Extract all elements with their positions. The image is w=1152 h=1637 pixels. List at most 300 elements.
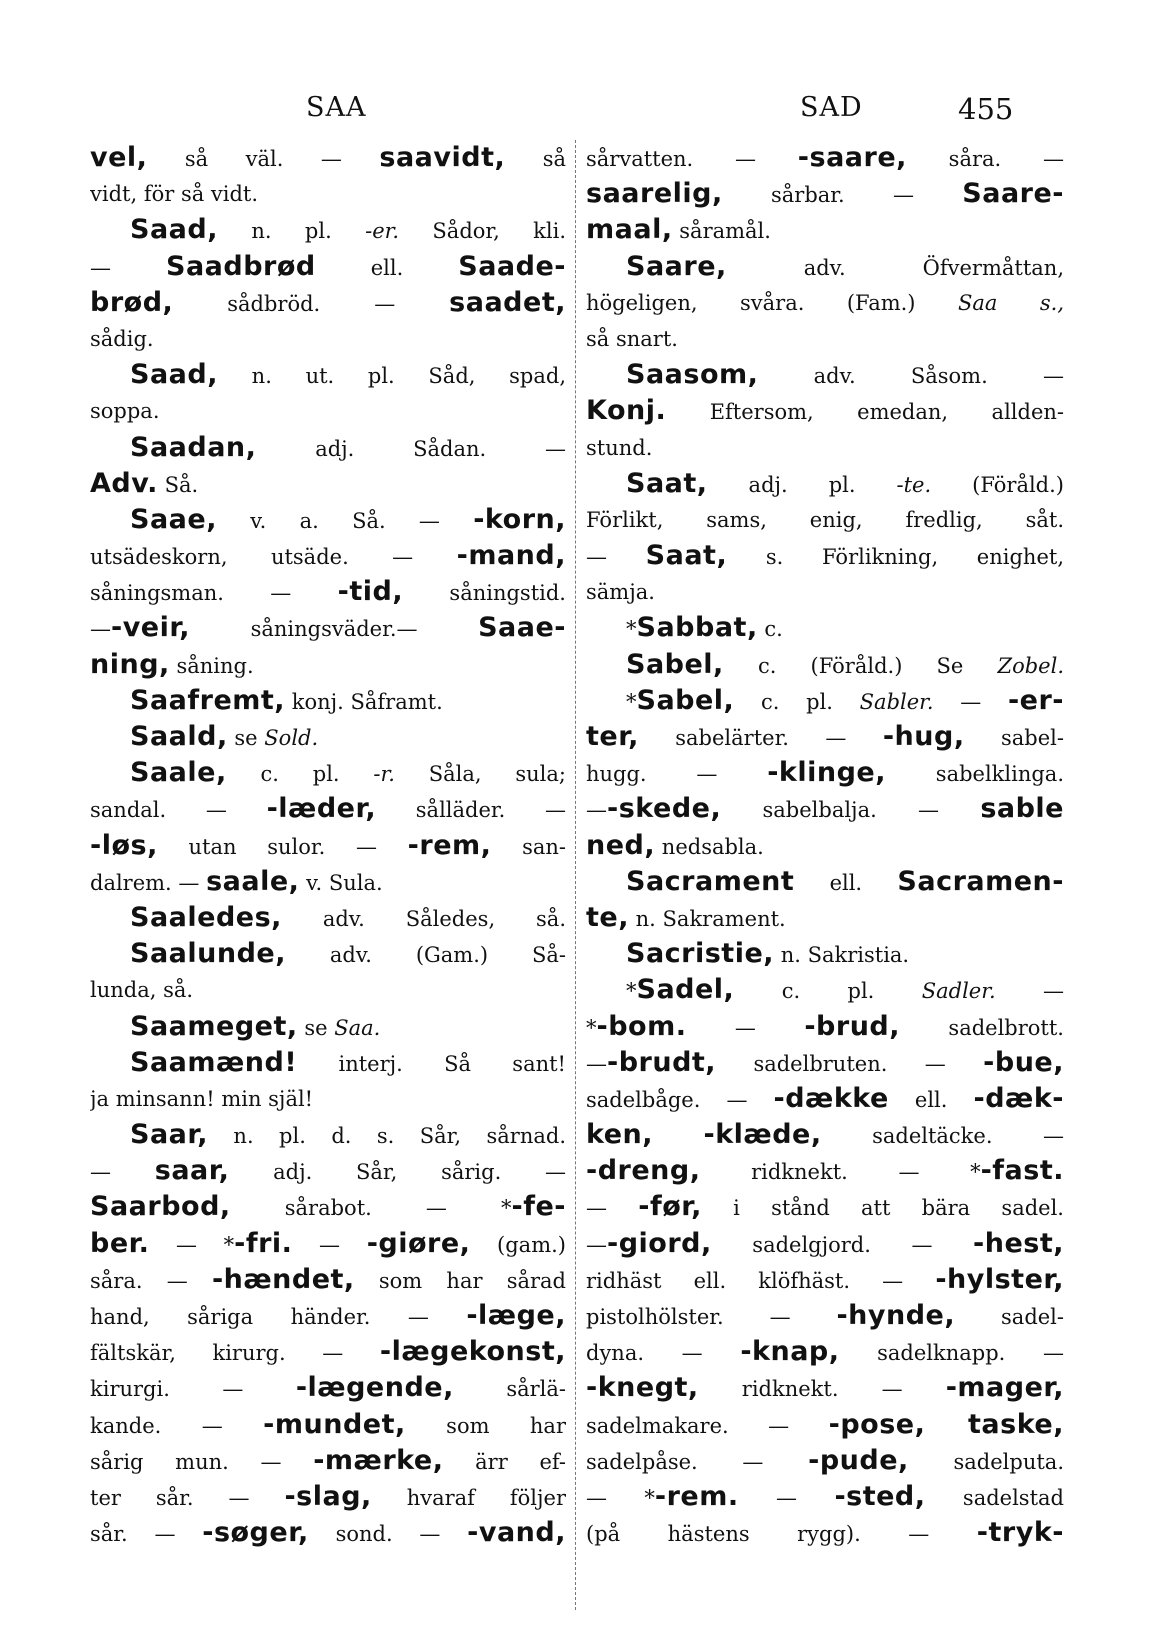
gloss-text: — *	[586, 1485, 655, 1510]
headword: saavidt,	[379, 142, 506, 173]
gloss-text: (på hästens rygg). —	[586, 1522, 977, 1547]
headword: -knap,	[740, 1336, 840, 1368]
headword: Saare,	[626, 250, 727, 282]
gloss-text: ärr ef-	[443, 1449, 566, 1474]
gloss-text: ell.	[794, 870, 898, 895]
headword: -fri.	[234, 1227, 293, 1259]
text-line	[586, 574, 1064, 610]
headword: -pose, taske,	[828, 1408, 1064, 1440]
text-line	[90, 1117, 566, 1153]
text-line	[90, 1407, 566, 1443]
gloss-text: sårvatten. —	[586, 147, 798, 171]
headword: Saad,	[130, 214, 218, 246]
text-line	[586, 1262, 1064, 1298]
headword: Saar,	[130, 1119, 208, 1151]
gloss-text: —	[586, 1051, 607, 1076]
text-line	[90, 285, 566, 321]
italic-text: Sold.	[264, 726, 319, 750]
gloss-text: såra. —	[90, 1268, 212, 1293]
headword: Sacristie,	[626, 938, 775, 970]
page-number: 455	[958, 92, 1014, 126]
gloss-text: sämja.	[586, 580, 655, 605]
gloss-text: c.	[757, 617, 783, 642]
italic-text: Sabler.	[859, 689, 934, 714]
gloss-text: —	[586, 1232, 607, 1257]
gloss-text: —	[995, 979, 1064, 1004]
headword: Saadbrød	[166, 250, 316, 282]
italic-text: Sadler.	[921, 979, 996, 1004]
headword: -hug,	[882, 721, 965, 752]
text-line	[90, 972, 566, 1008]
headword: -klæde,	[703, 1119, 822, 1151]
headword: -rem.	[654, 1480, 739, 1512]
gloss-text: *	[626, 979, 637, 1004]
headword: -læge,	[466, 1300, 566, 1331]
headword: Sabel,	[636, 684, 735, 716]
text-line	[586, 683, 1064, 719]
text-line	[586, 936, 1064, 972]
headword: -giord,	[607, 1227, 712, 1259]
gloss-text: se	[227, 726, 265, 750]
gloss-text: adv. Således, så.	[281, 906, 566, 931]
gloss-text: sadelknapp. —	[839, 1341, 1064, 1366]
gloss-text: sadel-	[955, 1305, 1064, 1329]
headword: -korn,	[473, 503, 566, 535]
text-line	[90, 1515, 566, 1551]
headword: -hylster,	[935, 1263, 1064, 1295]
text-line	[90, 610, 566, 646]
headword: sable	[980, 793, 1064, 825]
text-line	[90, 1334, 566, 1370]
headword: ning,	[90, 648, 170, 680]
left-column	[90, 140, 566, 1551]
gloss-text: adv. (Gam.) Så-	[285, 943, 566, 968]
text-line	[586, 1515, 1064, 1551]
headword: -tryk-	[976, 1517, 1064, 1549]
headword: maal,	[586, 214, 673, 246]
gloss-text: ter sår. —	[90, 1485, 285, 1510]
text-line	[586, 719, 1064, 755]
headword: -fe-	[511, 1191, 566, 1223]
text-line	[90, 1153, 566, 1189]
headword: ken,	[586, 1119, 654, 1151]
text-line	[90, 1443, 566, 1479]
headword: -dække	[773, 1082, 889, 1114]
gloss-text: c. pl.	[734, 979, 922, 1004]
text-line	[90, 1226, 566, 1262]
gloss-text: sålläder. —	[376, 798, 566, 823]
text-line	[586, 1370, 1064, 1406]
headword: -mundet,	[263, 1408, 406, 1440]
headword: -løs,	[90, 829, 158, 861]
headword: -tid,	[337, 576, 404, 608]
headword: saale,	[206, 865, 300, 897]
headword: -hynde,	[836, 1300, 956, 1331]
headword: Sabel,	[626, 648, 724, 680]
headword: Saasom,	[626, 359, 759, 391]
text-line	[586, 755, 1064, 791]
gloss-text: sårig mun. —	[90, 1449, 314, 1474]
gloss-text: c. pl.	[226, 762, 374, 787]
text-line	[586, 1443, 1064, 1479]
gloss-text: sadelbåge. —	[586, 1087, 774, 1112]
gloss-text: ja minsann! min själ!	[90, 1086, 314, 1111]
gloss-text: sabelklinga.	[886, 762, 1064, 787]
text-line	[90, 1298, 566, 1334]
gloss-text: så	[505, 147, 566, 171]
gloss-text: som har	[405, 1413, 566, 1438]
headword: Konj.	[586, 395, 667, 427]
text-line	[586, 321, 1064, 357]
text-line	[586, 647, 1064, 683]
gloss-text: se	[297, 1015, 335, 1040]
italic-text: Saa.	[334, 1015, 381, 1040]
gloss-text: sabel-	[964, 726, 1064, 750]
gloss-text: stund.	[586, 435, 653, 460]
gloss-text: adj. pl.	[707, 472, 897, 497]
gloss-text: Såla, sula;	[394, 762, 566, 787]
gloss-text: kirurgi. —	[90, 1377, 296, 1402]
gloss-text: hugg. —	[586, 762, 768, 787]
text-line	[90, 900, 566, 936]
headword: Sacramen-	[897, 865, 1064, 897]
text-line	[586, 1298, 1064, 1334]
text-line	[90, 1370, 566, 1406]
text-line	[90, 538, 566, 574]
gloss-text: lunda, så.	[90, 978, 194, 1003]
text-line	[90, 1081, 566, 1117]
text-line	[90, 647, 566, 683]
gloss-text: såningsman. —	[90, 581, 338, 606]
gloss-text: san-	[491, 834, 566, 859]
headword: -brud,	[804, 1010, 900, 1042]
headword: brød,	[90, 286, 174, 318]
headword: Saameget,	[130, 1010, 298, 1042]
headword: Saafremt,	[130, 684, 286, 716]
gloss-text: sabelärter. —	[638, 726, 883, 750]
headword: Adv.	[90, 467, 158, 499]
headword: -saare,	[797, 142, 907, 173]
gloss-text: sadelputa.	[908, 1449, 1064, 1474]
gloss-text: såra. —	[906, 147, 1064, 171]
headword: vel,	[90, 142, 148, 173]
gloss-text: sådig.	[90, 326, 154, 351]
headword: Sacrament	[626, 865, 795, 897]
headword: -hest,	[973, 1227, 1064, 1259]
text-line	[90, 502, 566, 538]
gloss-text: ridhäst ell. klöfhäst. —	[586, 1268, 936, 1293]
headword: ter,	[586, 721, 639, 752]
text-line	[586, 1226, 1064, 1262]
gloss-text: pistolhölster. —	[586, 1305, 837, 1329]
headword: -hændet,	[211, 1263, 355, 1295]
gloss-text: sadelbruten. —	[716, 1051, 984, 1076]
headword: Sadel,	[636, 974, 735, 1006]
gloss-text: adj. Sådan. —	[256, 436, 566, 461]
text-line	[586, 393, 1064, 429]
headword: -pude,	[808, 1444, 909, 1476]
gloss-text: *	[626, 689, 637, 714]
gloss-text: ridknekt. — *	[700, 1160, 981, 1185]
headword: -slag,	[284, 1480, 372, 1512]
headword: -fast.	[980, 1155, 1064, 1187]
headword: -knegt,	[586, 1372, 699, 1404]
headword: ned,	[586, 829, 656, 861]
gloss-text: —	[90, 617, 111, 642]
headword: -sted,	[834, 1480, 926, 1512]
italic-text: Zobel.	[997, 653, 1064, 678]
gloss-text: sadelgjord. —	[711, 1232, 974, 1257]
text-line	[90, 1045, 566, 1081]
gloss-text: så väl. —	[147, 147, 380, 171]
text-line	[586, 1009, 1064, 1045]
headword: -dæk-	[973, 1082, 1064, 1114]
text-line	[586, 176, 1064, 212]
text-line	[90, 683, 566, 719]
gloss-text: —	[586, 798, 607, 823]
headword: saarelig,	[586, 178, 723, 210]
gloss-text: n. ut. pl. Såd, spad,	[217, 364, 566, 389]
text-line	[586, 1081, 1064, 1117]
text-line	[90, 755, 566, 791]
gloss-text: sårbar. —	[722, 183, 963, 208]
headword: saadet,	[449, 286, 566, 318]
italic-text: -te.	[896, 472, 932, 497]
gloss-text: såramål.	[672, 219, 771, 244]
gloss-text: såningsväder.—	[189, 617, 479, 642]
headword: -giøre,	[366, 1227, 471, 1259]
gloss-text: sond. —	[308, 1522, 468, 1547]
text-line	[586, 610, 1064, 646]
gloss-text: (Föråld.)	[931, 472, 1064, 497]
gloss-text: interj. Så sant!	[297, 1051, 566, 1076]
gloss-text: n. pl.	[217, 219, 366, 244]
gloss-text: ell.	[315, 255, 459, 280]
gloss-text	[653, 1124, 703, 1148]
headword: Saae,	[130, 503, 217, 535]
gloss-text: —	[586, 545, 646, 570]
gloss-text: n. pl. d. s. Sår, sårnad.	[208, 1124, 566, 1149]
headword: -vand,	[467, 1517, 566, 1549]
gloss-text: *	[626, 617, 637, 642]
gloss-text: ell.	[888, 1087, 974, 1112]
text-line	[586, 791, 1064, 827]
headword: Saale,	[130, 757, 227, 789]
gloss-text: n. Sakrament.	[628, 906, 786, 931]
headword: Saalunde,	[130, 938, 286, 970]
text-line	[90, 176, 566, 212]
headword: ber.	[90, 1227, 150, 1259]
gloss-text: s. Förlikning, enighet,	[727, 545, 1064, 570]
gloss-text: v. Sula.	[299, 870, 383, 895]
headword: saar,	[154, 1155, 230, 1187]
gloss-text: —	[586, 1196, 639, 1221]
text-line	[90, 1189, 566, 1225]
gloss-text: konj. Såframt.	[285, 689, 443, 714]
headword: Saat,	[645, 540, 728, 572]
gloss-text: ridknekt. —	[698, 1377, 946, 1402]
headword: Saare-	[962, 178, 1064, 210]
headword: -mand,	[456, 540, 566, 572]
text-line	[586, 357, 1064, 393]
headword: Saaledes,	[130, 901, 282, 933]
gloss-text: — *	[149, 1232, 235, 1257]
headword: Saad,	[130, 359, 218, 391]
headword: -søger,	[202, 1517, 309, 1549]
gloss-text: c. (Föråld.) Se	[723, 653, 998, 678]
gloss-text: Så.	[157, 472, 199, 497]
headword: -er-	[1007, 684, 1064, 716]
text-line	[586, 900, 1064, 936]
headword: -lægende,	[295, 1372, 454, 1404]
text-line	[90, 1009, 566, 1045]
gloss-text: v. a. Så. —	[216, 508, 474, 533]
italic-text: -r.	[373, 762, 395, 787]
headword: Saarbod,	[90, 1191, 231, 1223]
gloss-text: Förlikt, sams, enig, fredlig, såt.	[586, 507, 1064, 532]
text-line	[90, 574, 566, 610]
gloss-text: adv. Öfvermåttan,	[726, 255, 1064, 280]
gloss-text: Sådor, kli.	[399, 219, 566, 244]
headword: -bue,	[983, 1046, 1064, 1078]
text-line	[586, 1479, 1064, 1515]
gloss-text: soppa.	[90, 399, 160, 424]
gloss-text: högeligen, svåra. (Fam.)	[586, 290, 958, 315]
text-line	[90, 140, 566, 176]
gloss-text: dalrem. —	[90, 870, 207, 895]
text-line	[586, 1117, 1064, 1153]
text-line	[586, 212, 1064, 248]
gloss-text: sårabot. — *	[230, 1196, 512, 1221]
text-line	[586, 864, 1064, 900]
gloss-text: (gam.)	[470, 1232, 566, 1257]
gloss-text: som har sårad	[354, 1268, 566, 1293]
text-line	[90, 212, 566, 248]
gloss-text: dyna. —	[586, 1341, 741, 1366]
gloss-text: sadelpåse. —	[586, 1449, 809, 1474]
running-header	[0, 92, 1152, 132]
headword: -læder,	[266, 793, 377, 825]
headword: Saadan,	[130, 431, 257, 463]
text-line	[586, 285, 1064, 321]
gloss-text: —	[292, 1232, 367, 1257]
gloss-text: nedsabla.	[655, 834, 764, 859]
text-line	[90, 357, 566, 393]
gloss-text: —	[90, 255, 166, 280]
gloss-text: —	[686, 1015, 805, 1040]
gloss-text: sadelstad	[925, 1485, 1064, 1510]
text-line	[586, 430, 1064, 466]
text-line	[586, 249, 1064, 285]
text-line	[90, 936, 566, 972]
text-line	[586, 466, 1064, 502]
gloss-text: adj. Sår, sårig. —	[229, 1160, 566, 1185]
gloss-text: n. Sakristia.	[774, 943, 910, 968]
gloss-text: —	[933, 689, 1008, 714]
text-line	[586, 1045, 1064, 1081]
gloss-text: utsädeskorn, utsäde. —	[90, 545, 457, 570]
headword: -veir,	[111, 612, 190, 644]
headword: Sabbat,	[636, 612, 758, 644]
headword: -brudt,	[607, 1046, 717, 1078]
headword: -rem,	[407, 829, 492, 861]
gloss-text: så snart.	[586, 326, 678, 351]
text-line	[90, 321, 566, 357]
gloss-text: i stånd att bära sadel.	[701, 1196, 1064, 1221]
gloss-text: sår. —	[90, 1522, 203, 1547]
headword: -bom.	[596, 1010, 687, 1042]
text-line	[90, 864, 566, 900]
headword: Saald,	[130, 721, 228, 752]
gloss-text: sandal. —	[90, 798, 267, 823]
text-line	[586, 1153, 1064, 1189]
italic-text: -er.	[365, 219, 400, 244]
text-line	[90, 828, 566, 864]
header-right-guide-word: SAD	[800, 92, 863, 123]
gloss-text: fältskär, kirurg. —	[90, 1341, 380, 1366]
headword: -mager,	[945, 1372, 1064, 1404]
gloss-text: sabelbalja. —	[721, 798, 981, 823]
text-line	[586, 502, 1064, 538]
text-line	[586, 828, 1064, 864]
gloss-text: sådbröd. —	[173, 291, 450, 316]
gloss-text: vidt, för så vidt.	[90, 182, 259, 207]
gloss-text: Eftersom, emedan, allden-	[666, 400, 1064, 425]
text-line	[586, 1334, 1064, 1370]
gloss-text: hvaraf följer	[371, 1485, 566, 1510]
gloss-text: sadeltäcke. —	[821, 1124, 1064, 1149]
gloss-text: —	[90, 1160, 155, 1185]
text-line	[90, 1479, 566, 1515]
text-line	[90, 249, 566, 285]
gloss-text: sadelmakare. —	[586, 1413, 829, 1438]
header-left-guide-word: SAA	[306, 92, 367, 123]
gloss-text: hand, såriga händer. —	[90, 1305, 467, 1329]
text-line	[90, 791, 566, 827]
headword: -før,	[638, 1191, 702, 1223]
gloss-text: såning.	[169, 653, 254, 678]
text-line	[586, 1189, 1064, 1225]
text-line	[90, 1262, 566, 1298]
headword: Saat,	[626, 467, 708, 499]
headword: te,	[586, 901, 629, 933]
headword: -lægekonst,	[379, 1336, 566, 1368]
text-line	[90, 393, 566, 429]
text-line	[586, 1407, 1064, 1443]
gloss-text: kande. —	[90, 1413, 264, 1438]
headword: -dreng,	[586, 1155, 701, 1187]
gloss-text: sårlä-	[453, 1377, 566, 1402]
headword: Saade-	[458, 250, 566, 282]
gloss-text: *	[586, 1015, 597, 1040]
text-line	[586, 972, 1064, 1008]
text-line	[90, 466, 566, 502]
italic-text: Saa s.,	[957, 290, 1064, 315]
gloss-text: utan sulor. —	[157, 834, 408, 859]
gloss-text: sadelbrott.	[900, 1015, 1064, 1040]
gloss-text: c. pl.	[734, 689, 860, 714]
headword: Saae-	[478, 612, 566, 644]
text-line	[90, 719, 566, 755]
gloss-text: adv. Såsom. —	[758, 364, 1064, 389]
text-line	[586, 538, 1064, 574]
headword: -klinge,	[767, 757, 886, 789]
text-line	[586, 140, 1064, 176]
gloss-text: —	[738, 1485, 835, 1510]
gloss-text: såningstid.	[403, 581, 566, 606]
headword: -mærke,	[313, 1444, 444, 1476]
right-column	[586, 140, 1064, 1551]
